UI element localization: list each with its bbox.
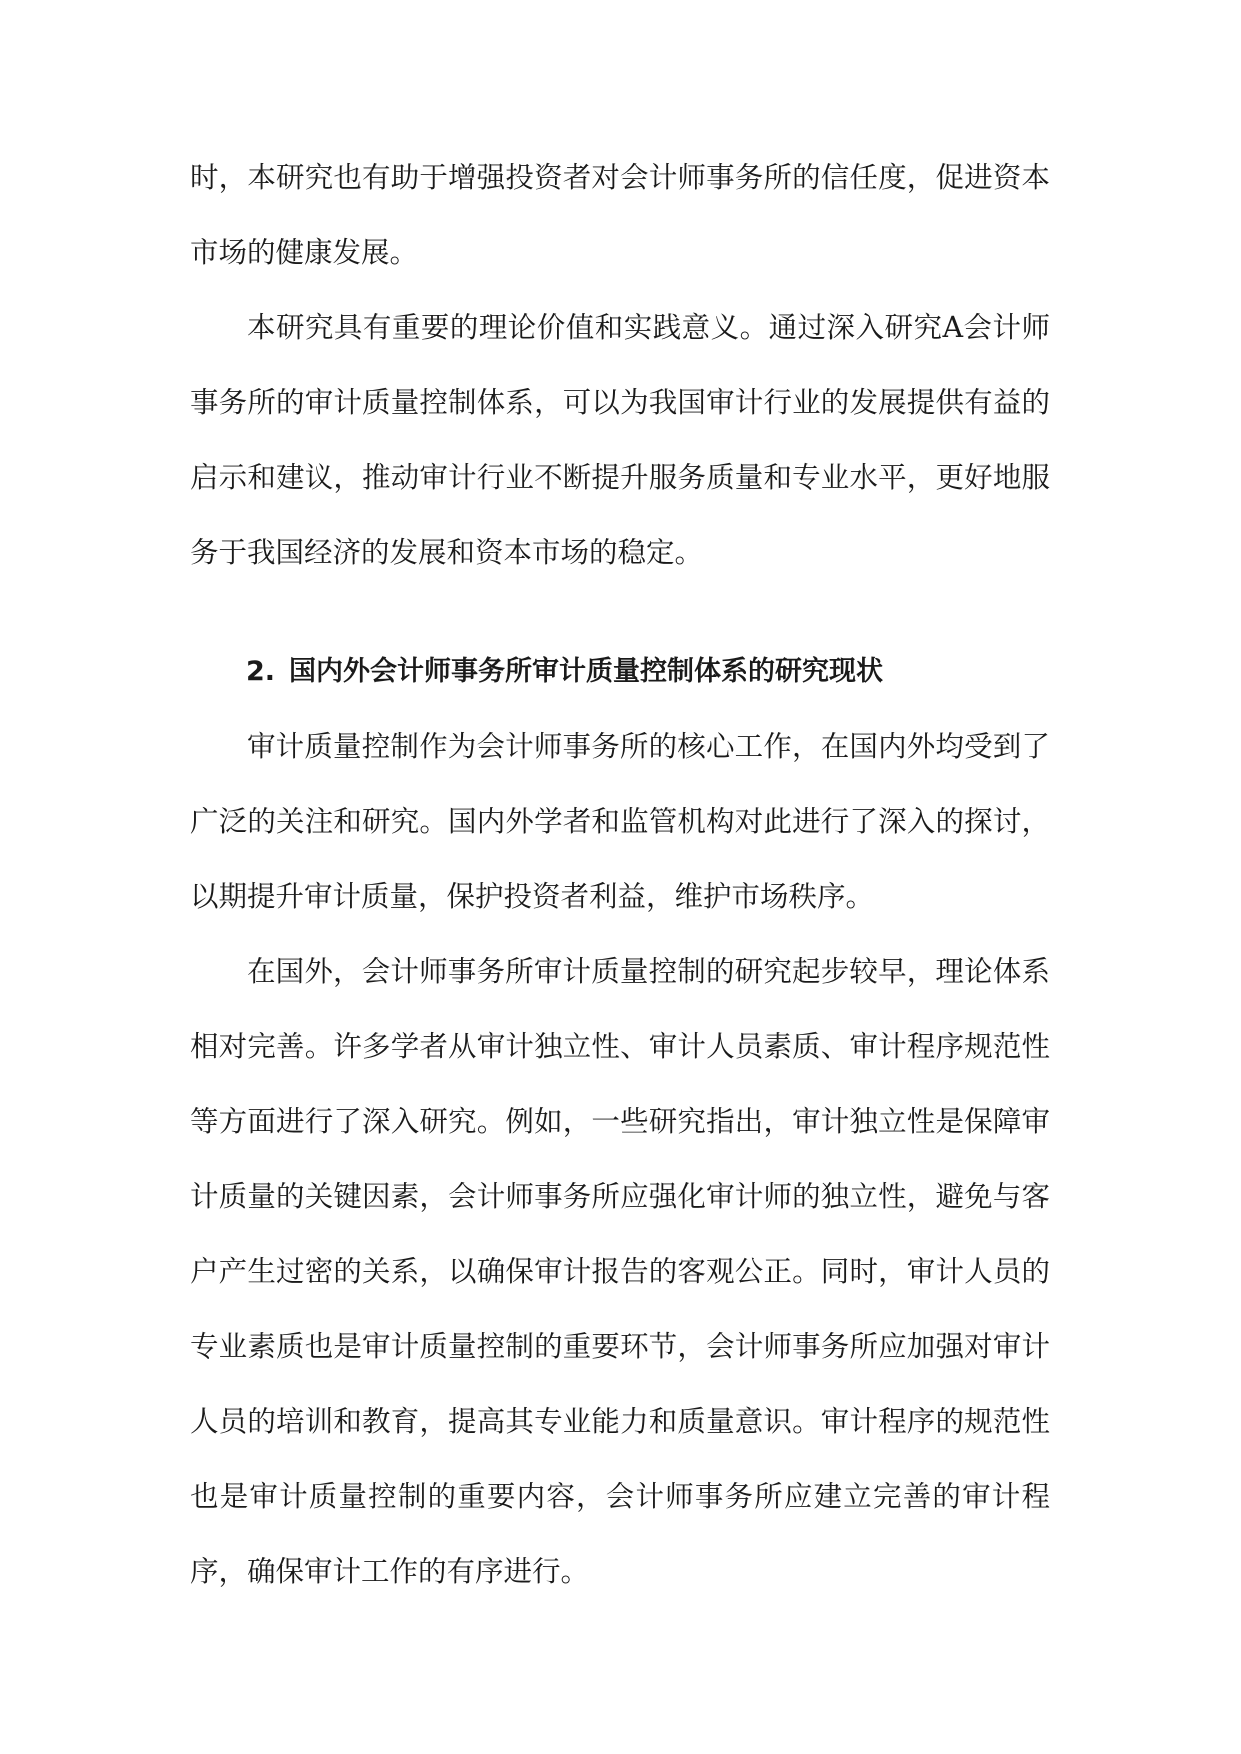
paragraph-overview: 审计质量控制作为会计师事务所的核心工作，在国内外均受到了广泛的关注和研究。国内外学者和监管机构对此进行了深入的探讨，以期提升审计质量，保护投资者利益，维护市场秩序。 (190, 730, 1050, 913)
document-body (190, 140, 1050, 1609)
section-number: 2. (246, 656, 276, 687)
paragraph-continuation: 时，本研究也有助于增强投资者对会计师事务所的信任度，促进资本市场的健康发展。 (190, 161, 1050, 269)
paragraph-significance: 本研究具有重要的理论价值和实践意义。通过深入研究A会计师事务所的审计质量控制体系，可以为我国审计行业的发展提供有益的启示和建议，推动审计行业不断提升服务质量和专业水平，更好地服务于我国经济的发展和资本市场的稳定。 (190, 311, 1050, 569)
section-heading (190, 634, 1050, 709)
paragraph-foreign-research: 在国外，会计师事务所审计质量控制的研究起步较早，理论体系相对完善。许多学者从审计独立性、审计人员素质、审计程序规范性等方面进行了深入研究。例如，一些研究指出，审计独立性是保障审计质量的关键因素，会计师事务所应强化审计师的独立性，避免与客户产生过密的关系，以确保审计报告的客观公正。同时，审计人员的专业素质也是审计质量控制的重要环节，会计师事务所应加强对审计人员的培训和教育，提高其专业能力和质量意识。审计程序的规范性也是审计质量控制的重要内容，会计师事务所应建立完善的审计程序，确保审计工作的有序进行。 (190, 955, 1050, 1588)
section-title: 国内外会计师事务所审计质量控制体系的研究现状 (289, 656, 884, 687)
